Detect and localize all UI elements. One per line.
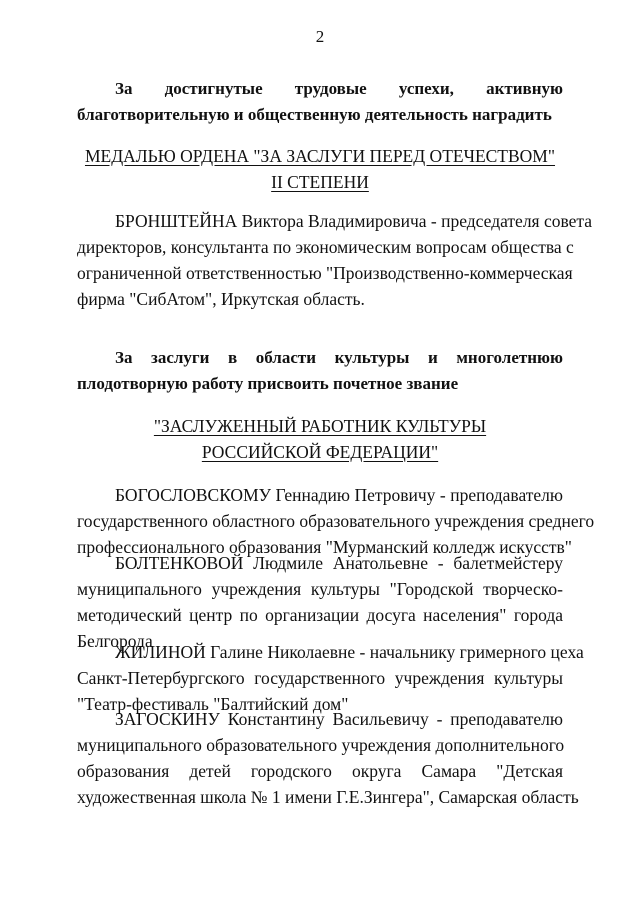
award-title-line: "ЗАСЛУЖЕННЫЙ РАБОТНИК КУЛЬТУРЫ (153, 416, 487, 436)
recipient-line: БОГОСЛОВСКОМУ Геннадию Петровичу - преподавателю (115, 485, 563, 505)
decree-line: плодотворную работу присвоить почетное звание (77, 374, 459, 393)
recipient-line: художественная школа № 1 имени Г.Е.Зингера", Самарская область (77, 787, 579, 807)
recipient-line: "Театр-фестиваль "Балтийский дом" (77, 694, 349, 714)
recipient-line: ЗАГОСКИНУ Константину Васильевичу - преподавателю (115, 709, 563, 729)
decree-line: благотворительную и общественную деятельность наградить (77, 105, 552, 124)
recipient-line: профессионального образования "Мурманский колледж искусств" (77, 537, 572, 557)
decree-line: За заслуги в области культуры и многолетнюю (115, 348, 563, 367)
award-title-2 (0, 413, 640, 465)
decree-line: За достигнутые трудовые успехи, активную (115, 79, 563, 98)
recipient-entry (77, 208, 593, 312)
recipient-line: Санкт-Петербургского государственного учреждения культуры (77, 668, 563, 688)
recipient-line: директоров, консультанта по экономическим вопросам общества с (77, 237, 574, 257)
award-title-line: РОССИЙСКОЙ ФЕДЕРАЦИИ" (201, 442, 439, 462)
decree-paragraph-1 (77, 76, 563, 128)
award-title-line: II СТЕПЕНИ (271, 172, 369, 192)
recipient-line: БРОНШТЕЙНА Виктора Владимировича - председателя совета (115, 211, 593, 231)
page-number: 2 (315, 27, 325, 46)
recipient-line: методический центр по организации досуга населения" города (77, 605, 563, 625)
decree-paragraph-2 (77, 345, 563, 397)
recipient-line: государственного областного образовательного учреждения среднего (77, 511, 595, 531)
recipient-line: муниципального образовательного учреждения дополнительного (77, 735, 565, 755)
recipient-line: ограниченной ответственностью "Производственно-коммерческая (77, 263, 573, 283)
recipient-line: образования детей городского округа Самара "Детская (77, 761, 563, 781)
recipient-line: муниципального учреждения культуры "Городской творческо- (77, 579, 563, 599)
award-title-line: МЕДАЛЬЮ ОРДЕНА "ЗА ЗАСЛУГИ ПЕРЕД ОТЕЧЕСТВОМ" (84, 146, 556, 166)
recipient-entry (77, 482, 595, 560)
recipient-line: фирма "СибАтом", Иркутская область. (77, 289, 365, 309)
recipient-line: БОЛТЕНКОВОЙ Людмиле Анатольевне - балетмейстеру (115, 553, 563, 573)
recipient-line: ЖИЛИНОЙ Галине Николаевне - начальнику гримерного цеха (115, 642, 584, 662)
recipient-line: Белгорода (77, 631, 153, 651)
award-title-1 (0, 143, 640, 195)
recipient-entry (77, 706, 579, 810)
